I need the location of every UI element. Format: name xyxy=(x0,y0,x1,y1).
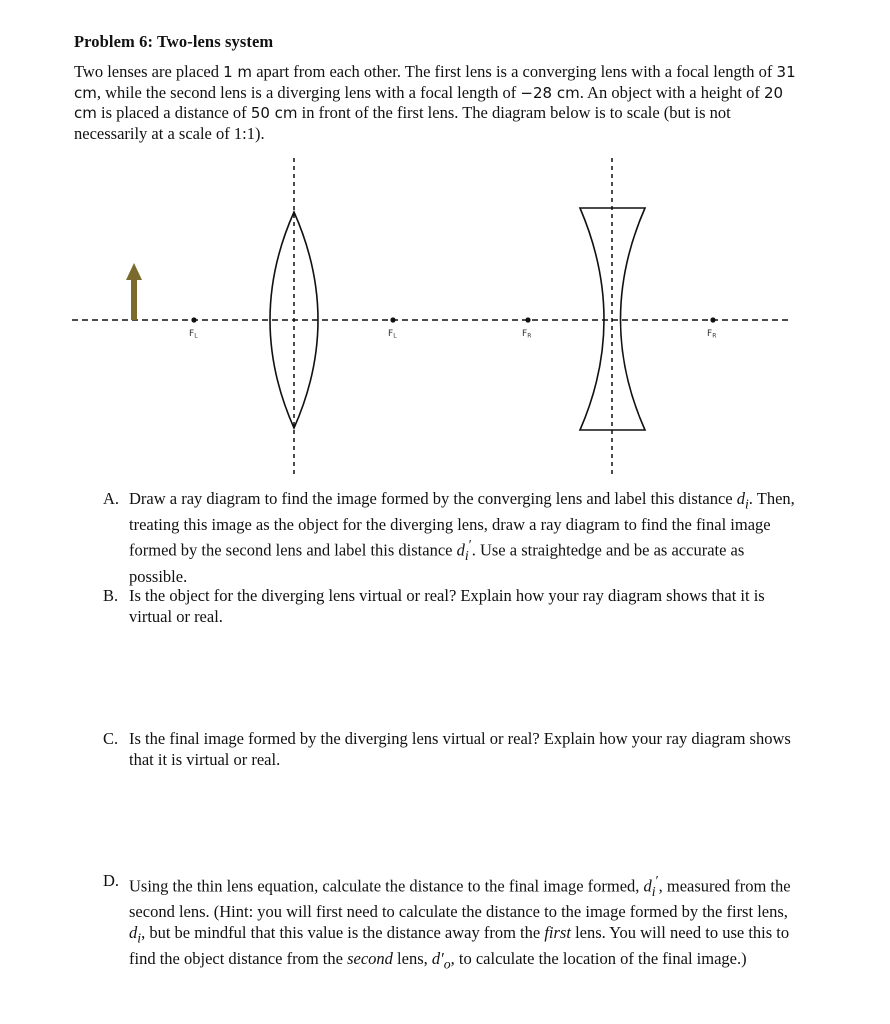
emphasis-first: first xyxy=(544,922,571,942)
question-letter: A. xyxy=(103,489,120,508)
intro-text: Two lenses are placed xyxy=(74,62,224,81)
question-a xyxy=(103,489,803,587)
intro-separation-value: 1 m xyxy=(223,63,253,81)
question-a-text xyxy=(129,489,803,587)
focal-point-1 xyxy=(191,317,196,322)
var-d: d xyxy=(643,876,652,896)
var-sub-i: i xyxy=(744,496,749,512)
intro-object-height: 20 cm xyxy=(74,83,784,122)
var-d: d xyxy=(736,489,745,508)
var-prime: ′ xyxy=(655,873,659,888)
problem-title: Problem 6: Two-lens system xyxy=(74,32,274,51)
intro-text: , while the second lens is a diverging lens with a focal length of xyxy=(96,82,521,102)
text: Draw a ray diagram to find the image formed by the converging lens and label this distance xyxy=(129,489,737,508)
var-sub-o: o xyxy=(443,955,451,971)
text: . Use a straightedge and be as accurate as possible. xyxy=(129,540,745,586)
var-d: d xyxy=(456,540,465,560)
question-c-text: Is the final image formed by the diverging lens virtual or real? Explain how your ray diagram shows that it is virtual or real. xyxy=(129,729,791,769)
focal-label-3: FR xyxy=(522,329,532,340)
var-sub-i: i xyxy=(137,930,142,946)
text: lens. You will need to use this to find the object distance from the xyxy=(129,922,790,968)
question-c xyxy=(103,729,803,770)
focal-point-3 xyxy=(525,317,530,322)
var-d-prime: d′ xyxy=(431,948,444,968)
focal-point-4 xyxy=(710,317,715,322)
text: lens, xyxy=(392,948,432,968)
text: , but be mindful that this value is the distance away from the xyxy=(141,922,545,942)
lens-diagram xyxy=(0,150,890,490)
focal-label-4: FR xyxy=(707,329,717,340)
focal-point-2 xyxy=(390,317,395,322)
question-b xyxy=(103,586,803,627)
text: Using the thin lens equation, calculate the distance to the final image formed, xyxy=(129,876,644,896)
intro-focal-length-2: −28 cm xyxy=(520,83,580,102)
var-sub-i: i xyxy=(464,548,469,564)
question-letter: B. xyxy=(103,586,119,605)
var-prime: ′ xyxy=(468,537,472,553)
focal-label-2: FL xyxy=(388,329,397,340)
text: . Then, treating this image as the object for the diverging lens, draw a ray diagram to find the final image formed by the second lens and label this distance xyxy=(129,489,795,560)
question-letter: D. xyxy=(103,871,120,890)
question-b-text: Is the object for the diverging lens virtual or real? Explain how your ray diagram shows that it is virtual or real. xyxy=(129,586,765,626)
emphasis-second: second xyxy=(347,948,393,968)
intro-focal-length-1: 31 cm xyxy=(74,63,796,102)
intro-text: . An object with a height of xyxy=(579,82,764,102)
intro-object-distance: 50 cm xyxy=(250,104,298,122)
intro-text: in front of the first lens. The diagram below is to scale (but is not necessarily at a scale of 1:1). xyxy=(74,103,731,143)
var-d: d xyxy=(129,922,138,942)
intro-text: apart from each other. The first lens is a converging lens with a focal length of xyxy=(252,62,777,81)
focal-label-1: FL xyxy=(189,329,198,340)
question-d xyxy=(103,871,803,974)
object-arrow xyxy=(126,263,142,320)
text: , to calculate the location of the final image.) xyxy=(450,948,747,968)
question-letter: C. xyxy=(103,729,119,748)
problem-intro xyxy=(74,62,804,144)
intro-text: is placed a distance of xyxy=(96,103,251,122)
var-sub-i: i xyxy=(651,883,656,899)
question-d-text xyxy=(129,871,803,974)
text: , measured from the second lens. (Hint: you will first need to calculate the distance to the image formed by the first lens, xyxy=(129,876,791,922)
